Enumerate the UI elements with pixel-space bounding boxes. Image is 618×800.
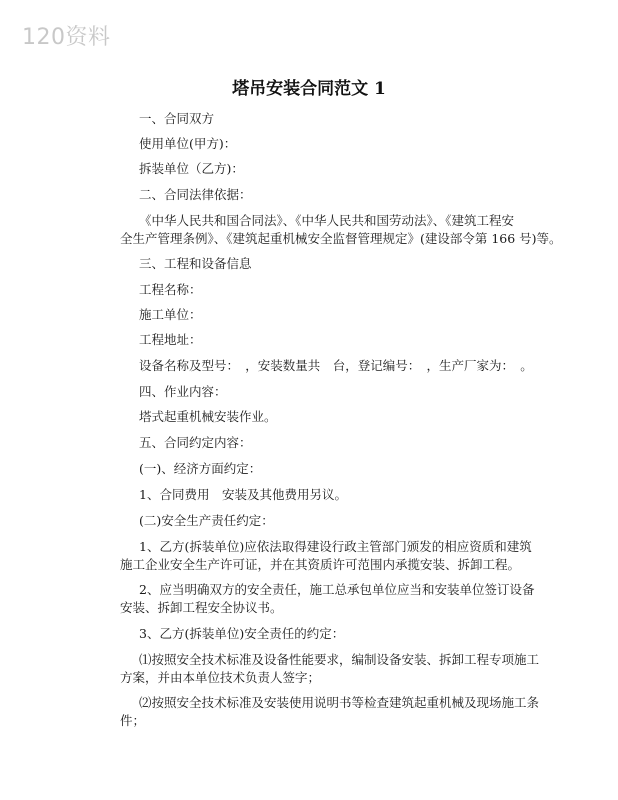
- section-heading-contract: 五、合同约定内容：: [139, 435, 252, 450]
- law-paragraph-line-2: 全生产管理条例》、《建筑起重机械安全监督管理规定》(建设部令第 166 号)等。: [120, 231, 562, 246]
- project-address-line: 工程地址：: [139, 332, 202, 347]
- section-heading-parties: 一、合同双方: [139, 111, 215, 126]
- section-heading-project: 三、工程和设备信息: [139, 256, 252, 271]
- construction-unit-line: 施工单位：: [139, 307, 202, 322]
- watermark-logo: 120资料: [22, 25, 111, 50]
- party-b-line: 拆装单位（乙方)：: [139, 161, 244, 176]
- party-a-line: 使用单位(甲方)：: [139, 136, 237, 151]
- safety-item-1-line-2: 施工企业安全生产许可证，并在其资质许可范围内承揽安装、拆卸工程。: [120, 557, 521, 572]
- law-paragraph-line-1: 《中华人民共和国合同法》、《中华人民共和国劳动法》、《建筑工程安: [139, 213, 515, 228]
- duty-item-1-line-2: 方案，并由本单位技术负责人签字；: [120, 670, 321, 685]
- economic-heading: (一)、经济方面约定：: [139, 461, 262, 476]
- duty-item-1-line-1: ⑴按照安全技术标准及设备性能要求，编制设备安装、拆卸工程专项施工: [139, 652, 540, 667]
- section-heading-work: 四、作业内容：: [139, 384, 227, 399]
- document-title: 塔吊安装合同范文 1: [232, 79, 386, 99]
- safety-heading: (二)安全生产责任约定：: [139, 513, 274, 528]
- work-content-line: 塔式起重机械安装作业。: [139, 409, 277, 424]
- safety-item-1-line-1: 1、乙方(拆装单位)应依法取得建设行政主管部门颁发的相应资质和建筑: [139, 539, 532, 554]
- duty-item-2-line-2: 件；: [120, 713, 146, 728]
- duty-item-2-line-1: ⑵按照安全技术标准及安装使用说明书等检查建筑起重机械及现场施工条: [139, 695, 540, 710]
- safety-item-3: 3、乙方(拆装单位)安全责任的约定：: [139, 626, 345, 641]
- safety-item-2-line-2: 安装、拆卸工程安全协议书。: [120, 600, 283, 615]
- economic-item-1: 1、合同费用 安装及其他费用另议。: [139, 487, 347, 502]
- safety-item-2-line-1: 2、应当明确双方的安全责任，施工总承包单位应当和安装单位签订设备: [139, 582, 535, 597]
- project-name-line: 工程名称：: [139, 282, 202, 297]
- section-heading-law: 二、合同法律依据：: [139, 187, 252, 202]
- equipment-line: 设备名称及型号： ，安装数量共 台，登记编号： ，生产厂家为： 。: [139, 358, 533, 373]
